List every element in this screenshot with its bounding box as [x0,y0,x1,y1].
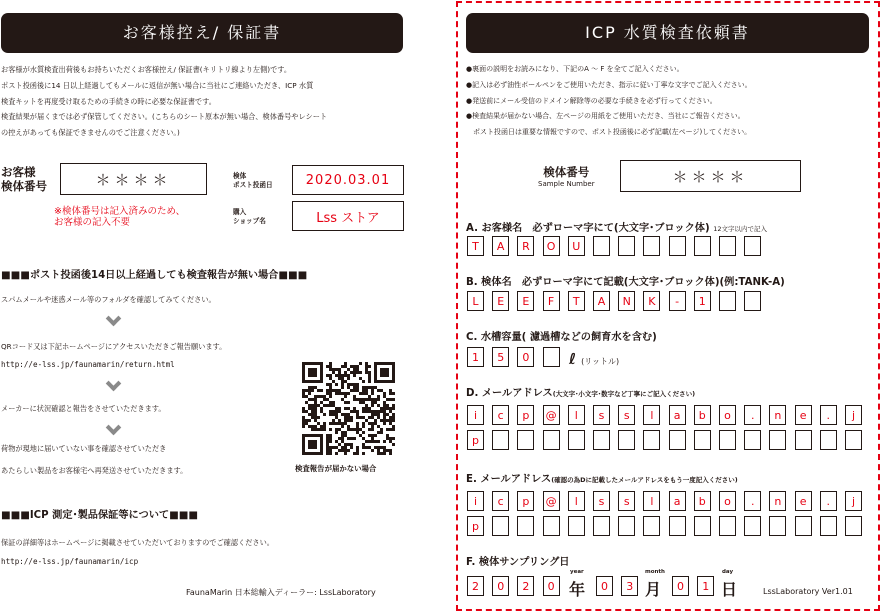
char-cell[interactable] [517,430,534,450]
char-cell[interactable]: c [492,405,509,425]
char-cell[interactable]: . [744,405,761,425]
step-maker-confirm: メーカーに状況確認と報告をさせていただきます。 [1,404,166,413]
char-cell[interactable]: n [769,491,786,511]
qr-code-icon[interactable] [302,362,395,455]
char-cell[interactable]: e [795,405,812,425]
chevron-down-icon [106,420,122,436]
char-cell[interactable] [669,516,686,536]
instruction-line: ●記入は必ず油性ボールペンをご使用いただき、指示に従い丁寧な文字でご記入ください。 [466,80,752,89]
char-cell[interactable]: A [593,291,610,311]
char-cell[interactable] [643,430,660,450]
char-cell[interactable] [568,430,585,450]
field-a-note: 12文字以内で記入 [713,225,767,233]
char-cell[interactable] [744,291,761,311]
char-cell[interactable]: j [845,405,862,425]
field-f-label: F. 検体サンプリング日 [466,557,570,568]
char-cell[interactable]: l [643,405,660,425]
post-date-value: 2020.03.01 [305,172,391,188]
char-cell[interactable] [593,236,610,256]
char-cell[interactable]: 0 [596,576,613,596]
char-cell[interactable] [719,291,736,311]
char-cell[interactable]: 3 [621,576,638,596]
char-cell[interactable] [669,236,686,256]
char-cell[interactable]: T [467,236,484,256]
char-cell[interactable] [543,516,560,536]
version-label: LssLaboratory Ver1.01 [763,587,853,596]
warranty-text: 保証の詳細等はホームページに掲載させていただいておりますのでご確認ください。 [1,538,274,547]
char-cell[interactable] [845,516,862,536]
intro-line: の控えがあっても保証できませんのでご注意ください。) [1,128,180,138]
left-title: お客様控え/ 保証書 [122,23,282,42]
liter-unit: ℓ (リットル) [569,350,620,368]
step-access-qr: QRコード又は下記ホームページにアクセスいただきご報告願います。 [1,342,227,351]
char-cell[interactable]: a [669,491,686,511]
char-cell[interactable]: 0 [672,576,689,596]
year-label: 年 [569,580,586,599]
step-confirm-arrival: 荷物が現地に届いていない事を確認させていただき [1,444,167,453]
char-cell[interactable] [618,516,635,536]
day-sup: day [722,569,734,575]
intro-line: 検査結果が届くまでは必ず保管してください。(こちらのシート原本が無い場合、検体番号やレシート [1,112,328,122]
char-cell[interactable] [618,430,635,450]
step-resend: あたらしい製品をお客様宅へ再発送させていただきます。 [1,466,188,475]
char-cell[interactable]: @ [543,405,560,425]
instruction-line: ●裏面の説明をお読みになり、下記のA ～ F を全てご記入ください。 [466,65,684,73]
field-d-note: (大文字･小文字･数字など丁寧にご記入ください) [552,390,696,398]
char-cell[interactable]: p [517,491,534,511]
char-cell[interactable] [618,236,635,256]
section-warranty-title: ■■■ICP 測定･製品保証等について■■■ [1,510,198,521]
char-cell[interactable]: . [820,405,837,425]
char-cell[interactable] [744,516,761,536]
char-cell[interactable]: O [543,236,560,256]
char-cell[interactable]: i [467,405,484,425]
char-cell[interactable]: p [467,430,484,450]
char-cell[interactable]: 1 [467,347,484,367]
char-cell[interactable]: A [492,236,509,256]
day-label: 日 [721,580,738,599]
return-url[interactable]: http://e-lss.jp/faunamarin/return.html [1,360,175,369]
char-cell[interactable]: . [744,491,761,511]
char-cell[interactable] [795,430,812,450]
customer-sample-label: お客様 検体番号 [1,165,47,193]
month-sup: month [645,569,665,575]
char-cell[interactable]: l [568,405,585,425]
char-cell[interactable]: - [669,291,686,311]
char-cell[interactable] [543,430,560,450]
char-cell[interactable]: j [845,491,862,511]
char-cell[interactable] [744,236,761,256]
char-cell[interactable]: 0 [492,576,509,596]
right-title: ICP 水質検査依頼書 [585,23,750,42]
char-cell[interactable] [593,430,610,450]
char-cell[interactable]: N [618,291,635,311]
char-cell[interactable]: L [467,291,484,311]
shop-name-label: 購入 ショップ名 [233,208,266,225]
char-cell[interactable]: . [820,491,837,511]
char-cell[interactable] [669,430,686,450]
char-cell[interactable] [543,347,560,367]
instruction-line: ●検査結果が届かない場合、左ページの用紙をご使用いただき、当社にご報告ください。 [466,112,745,121]
char-cell[interactable]: 2 [517,576,534,596]
char-cell[interactable] [643,236,660,256]
char-cell[interactable]: 2 [467,576,484,596]
intro-line: ポスト投函後に14 日以上経過してもメールに返信が無い場合に当社にご連絡いただき、ICP 水質 [1,80,314,90]
left-intro [1,62,327,141]
left-title-banner [1,13,403,53]
char-cell[interactable] [769,516,786,536]
char-cell[interactable]: o [719,405,736,425]
char-cell[interactable] [492,516,509,536]
char-cell[interactable]: E [492,291,509,311]
char-cell[interactable] [719,236,736,256]
icp-url[interactable]: http://e-lss.jp/faunamarin/icp [1,557,139,566]
char-cell[interactable]: s [593,405,610,425]
year-sup: year [570,569,584,575]
char-cell[interactable]: U [568,236,585,256]
char-cell[interactable]: a [669,405,686,425]
field-a-label: A. お客様名 必ずローマ字にて(大文字･ブロック体) 12文字以内で記入 [466,223,767,234]
char-cell[interactable]: b [694,491,711,511]
char-cell[interactable]: s [618,405,635,425]
instruction-line: ●発送前にメール受信のドメイン解除等の必要な手続きを必ず行ってください。 [466,96,717,105]
shop-name-box [292,201,404,231]
char-cell[interactable] [694,516,711,536]
right-instructions [466,62,752,141]
char-cell[interactable]: 0 [517,347,534,367]
char-cell[interactable]: b [694,405,711,425]
char-cell[interactable]: 5 [492,347,509,367]
char-cell[interactable] [694,430,711,450]
char-cell[interactable]: n [769,405,786,425]
sample-number-note: ※検体番号は記入済みのため、 お客様の記入不要 [54,206,186,228]
char-cell[interactable] [744,430,761,450]
char-cell[interactable]: R [517,236,534,256]
char-cell[interactable] [593,516,610,536]
char-cell[interactable] [517,516,534,536]
right-sample-number-box [620,160,801,192]
char-cell[interactable]: l [643,491,660,511]
char-cell[interactable] [694,236,711,256]
char-cell[interactable]: 1 [694,291,711,311]
field-e-label: E. メールアドレス(確認の為Dに記載したメールアドレスをもう一度記入ください) [466,474,738,485]
char-cell[interactable] [845,430,862,450]
section-no-report-title: ■■■ポスト投函後14日以上経過しても検査報告が無い場合■■■ [1,270,308,281]
char-cell[interactable] [643,516,660,536]
char-cell[interactable] [492,430,509,450]
char-cell[interactable]: c [492,491,509,511]
shop-name-value: Lss ストア [316,210,380,226]
char-cell[interactable]: F [543,291,560,311]
char-cell[interactable] [719,516,736,536]
char-cell[interactable]: p [467,516,484,536]
char-cell[interactable] [769,430,786,450]
char-cell[interactable]: @ [543,491,560,511]
chevron-down-icon [106,376,122,392]
char-cell[interactable] [820,516,837,536]
qr-caption: 検査報告が届かない場合 [295,464,377,473]
char-cell[interactable]: p [517,405,534,425]
left-sample-number-value: ＊＊＊＊ [95,170,172,189]
post-date-label: 検体 ポスト投函日 [233,172,273,189]
left-footer: FaunaMarin 日本総輸入ディーラー: LssLaboratory [186,588,376,597]
char-cell[interactable]: K [643,291,660,311]
left-sample-number-box [60,163,207,195]
char-cell[interactable]: o [719,491,736,511]
step-check-spam: スパムメールや迷惑メール等のフォルダを確認してみてください。 [1,295,216,304]
intro-line: お客様が水質検査出荷後もお持ちいただくお客様控え/ 保証書(キリトリ線より左側)です。 [1,65,292,74]
field-c-label: C. 水槽容量( 濾過槽などの飼育水を含む) [466,332,657,343]
char-cell[interactable]: 0 [543,576,560,596]
field-e-note: (確認の為Dに記載したメールアドレスをもう一度記入ください) [551,476,738,484]
right-sample-number-value: ＊＊＊＊ [672,167,749,186]
month-label: 月 [645,580,662,599]
char-cell[interactable]: E [517,291,534,311]
chevron-down-icon [106,311,122,327]
char-cell[interactable]: 1 [697,576,714,596]
right-title-banner [466,13,869,53]
char-cell[interactable] [820,430,837,450]
char-cell[interactable]: T [568,291,585,311]
char-cell[interactable] [719,430,736,450]
intro-line: 検査キットを再度受け取るための手続きの時に必要な保証書です。 [1,96,216,106]
post-date-box [292,165,404,195]
instruction-line: ポスト投函日は重要な情報ですので、ポスト投函後に必ず記載(左ページ)してください。 [466,128,752,137]
field-b-label: B. 検体名 必ずローマ字にて記載(大文字･ブロック体)(例:TANK-A) [466,277,785,288]
char-cell[interactable]: l [568,491,585,511]
char-cell[interactable] [795,516,812,536]
char-cell[interactable]: s [618,491,635,511]
char-cell[interactable] [568,516,585,536]
char-cell[interactable]: i [467,491,484,511]
field-d-label: D. メールアドレス(大文字･小文字･数字など丁寧にご記入ください) [466,388,696,399]
right-sample-label: 検体番号 Sample Number [538,165,595,188]
char-cell[interactable]: s [593,491,610,511]
char-cell[interactable]: e [795,491,812,511]
